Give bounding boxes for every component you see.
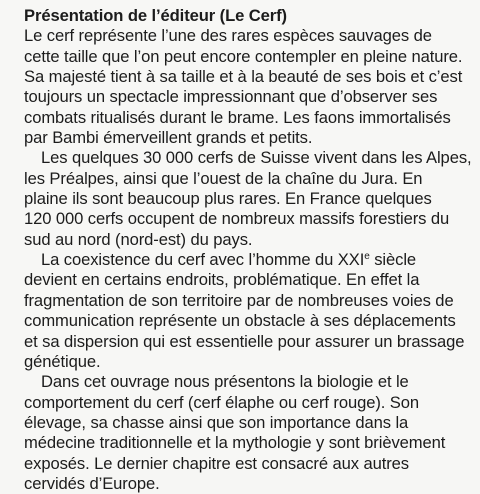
text-line: médecine traditionnelle et la mythologie y sont brièvement bbox=[24, 433, 446, 453]
text-line: les Préalpes, ainsi que l’ouest de la chaîne du Jura. En bbox=[24, 168, 423, 188]
text-line bbox=[24, 250, 476, 270]
text-line: élevage, sa chasse ainsi que son importance dans la bbox=[24, 412, 409, 432]
superscript-e: e bbox=[364, 251, 370, 263]
paragraph-1 bbox=[24, 26, 476, 148]
text-line: communication représente un obstacle à ses déplacements bbox=[24, 311, 456, 331]
text-line: Sa majesté tient à sa taille et à la beauté de ses bois et c’est bbox=[24, 67, 463, 87]
text-line: cervidés d’Europe. bbox=[24, 473, 160, 493]
text-line: cette taille que l’on peut encore contempler en pleine nature. bbox=[24, 46, 463, 66]
text-line: combats ritualisés durant le brame. Les faons immortalisés bbox=[24, 107, 451, 127]
line-text: La coexistence du cerf avec l’homme du XXI bbox=[41, 250, 365, 270]
text-block bbox=[24, 6, 476, 494]
text-line: fragmentation de son territoire par de nombreuses voies de bbox=[24, 290, 454, 310]
text-line: plaine ils sont beaucoup plus rares. En France quelques bbox=[24, 189, 432, 209]
text-line: et sa dispersion qui est essentielle pour assurer un brassage bbox=[24, 331, 465, 351]
text-line: Les quelques 30 000 cerfs de Suisse vivent dans les Alpes, bbox=[41, 148, 472, 168]
text-line: Dans cet ouvrage nous présentons la biologie et le bbox=[41, 372, 409, 392]
text-line: sud au nord (nord-est) du pays. bbox=[24, 229, 253, 249]
document-title: Présentation de l’éditeur (Le Cerf) bbox=[24, 6, 287, 25]
text-line: Le cerf représente l’une des rares espèces sauvages de bbox=[24, 26, 432, 46]
text-line: toujours un spectacle impressionnant que d’observer ses bbox=[24, 87, 438, 107]
paragraph-3 bbox=[24, 250, 476, 372]
text-line: 120 000 cerfs occupent de nombreux massifs forestiers du bbox=[24, 209, 450, 229]
paragraph-2 bbox=[24, 148, 476, 250]
paragraph-4 bbox=[24, 372, 476, 494]
text-line: exposés. Le dernier chapitre est consacré aux autres bbox=[24, 453, 409, 473]
line-text: siècle bbox=[369, 250, 417, 270]
text-line: par Bambi émerveillent grands et petits. bbox=[24, 128, 313, 148]
text-line: devient en certains endroits, problématique. En effet la bbox=[24, 270, 420, 290]
text-line: comportement du cerf (cerf élaphe ou cerf rouge). Son bbox=[24, 392, 420, 412]
text-line: génétique. bbox=[24, 351, 101, 371]
